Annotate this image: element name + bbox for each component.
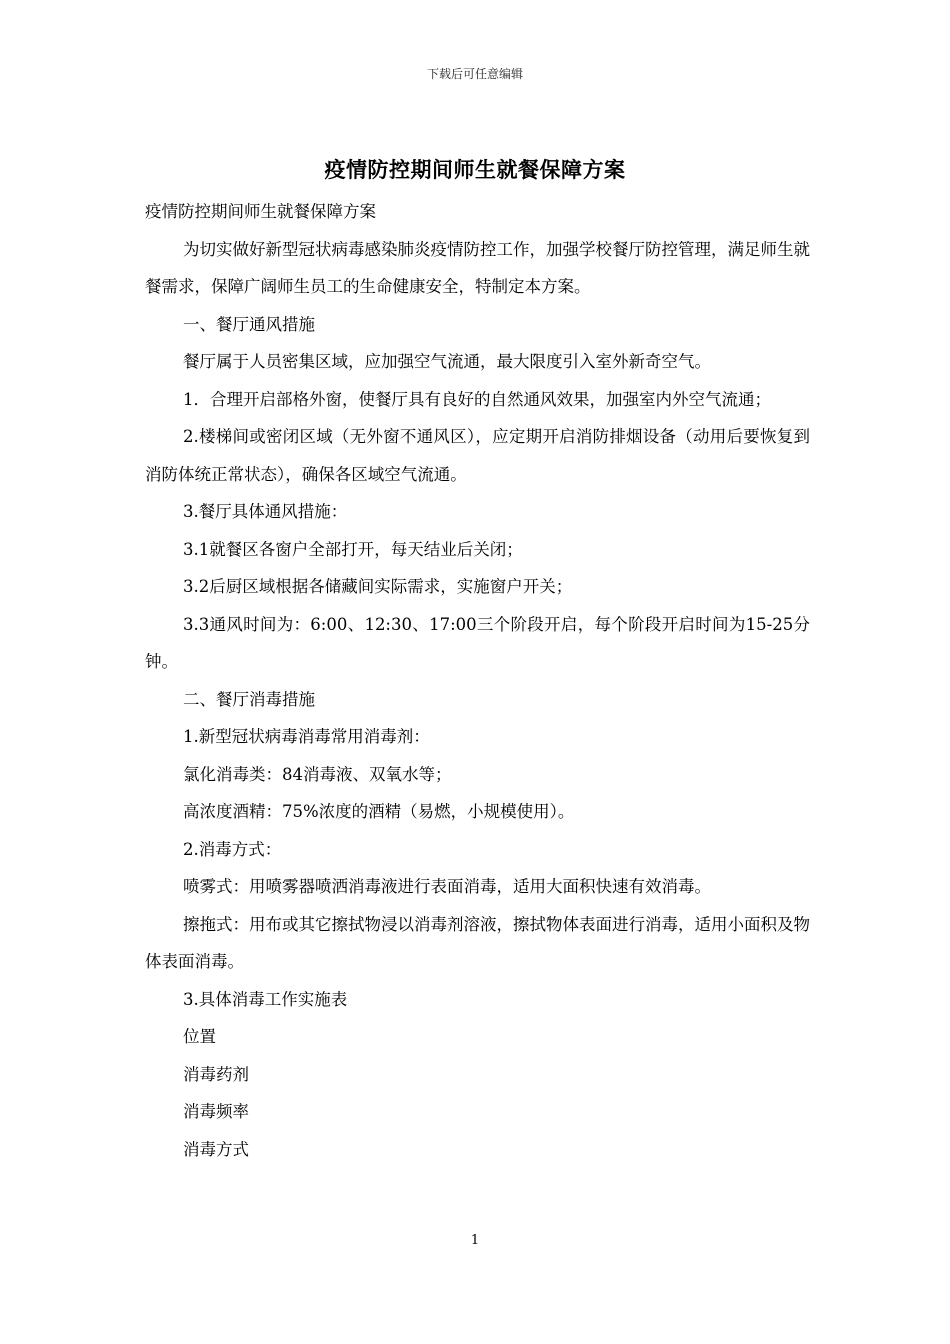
table-cell: 消毒药剂 <box>183 1064 249 1084</box>
intro-paragraph: 为切实做好新型冠状病毒感染肺炎疫情防控工作，加强学校餐厅防控管理，满足师生就餐需求，保障广阔师生员工的生命健康安全，特制定本方案。 <box>145 239 810 296</box>
page-number: 1 <box>470 1233 480 1248</box>
body-paragraph: 餐厅属于人员密集区域，应加强空气流通，最大限度引入室外新奇空气。 <box>183 352 711 371</box>
body-paragraph: 喷雾式：用喷雾器喷洒消毒液进行表面消毒，适用大面积快速有效消毒。 <box>183 877 711 896</box>
section-heading-disinfection: 二、餐厅消毒措施 <box>183 689 315 709</box>
list-item: 1．合理开启部格外窗，使餐厅具有良好的自然通风效果，加强室内外空气流通； <box>183 389 771 409</box>
table-cell: 消毒方式 <box>183 1139 249 1159</box>
section-heading-ventilation: 一、餐厅通风措施 <box>183 314 315 334</box>
table-cell: 消毒频率 <box>183 1102 249 1121</box>
list-item: 1.新型冠状病毒消毒常用消毒剂： <box>183 727 430 746</box>
document-title: 疫情防控期间师生就餐保障方案 <box>324 157 626 182</box>
body-paragraph: 高浓度酒精：75%浓度的酒精（易燃，小规模使用）。 <box>183 802 575 821</box>
table-cell: 位置 <box>183 1027 216 1046</box>
body-paragraph: 氯化消毒类：84消毒液、双氧水等； <box>183 764 452 784</box>
list-item: 2.楼梯间或密闭区域（无外窗不通风区），应定期开启消防排烟设备（动用后要恢复到消防体统正常状态），确保各区域空气流通。 <box>145 427 810 484</box>
list-item: 3.餐厅具体通风措施： <box>183 502 348 521</box>
page-header: 下载后可任意编辑 <box>426 67 523 81</box>
list-item: 2.消毒方式： <box>183 839 282 859</box>
body-paragraph: 擦拖式：用布或其它擦拭物浸以消毒剂溶液，擦拭物体表面进行消毒，适用小面积及物体表面消毒。 <box>145 914 810 971</box>
list-item: 3.3通风时间为：6:00、12:30、17:00三个阶段开启，每个阶段开启时间为15-25分钟。 <box>145 614 810 671</box>
document-body <box>145 193 810 1168</box>
subtitle-paragraph: 疫情防控期间师生就餐保障方案 <box>145 202 376 221</box>
list-item: 3.2后厨区域根据各储藏间实际需求，实施窗户开关； <box>183 577 573 596</box>
list-item: 3.1就餐区各窗户全部打开，每天结业后关闭； <box>183 539 523 559</box>
list-item: 3.具体消毒工作实施表 <box>183 989 348 1009</box>
